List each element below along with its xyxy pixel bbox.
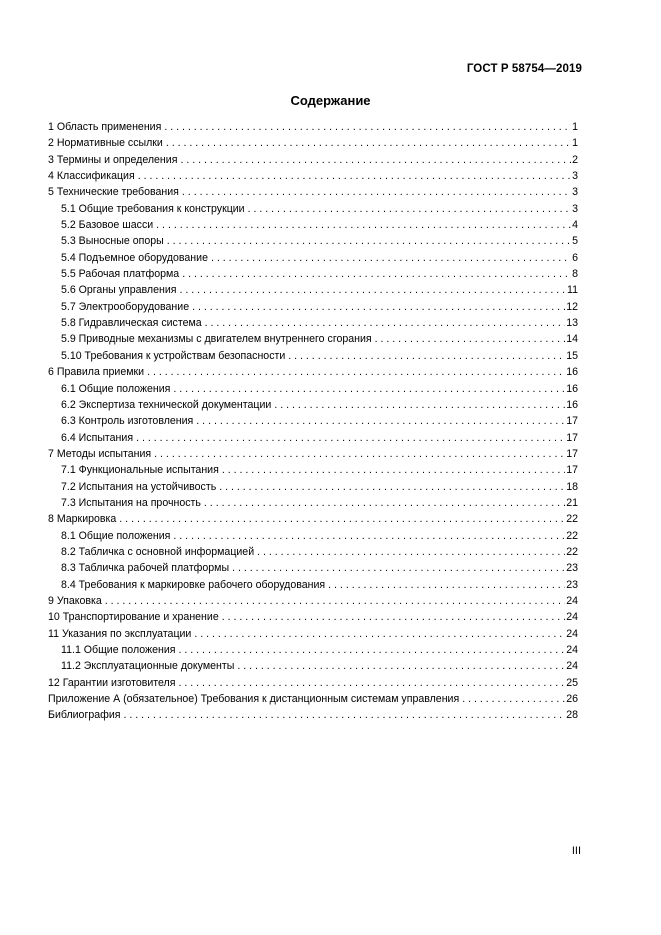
toc-dot-leader xyxy=(179,642,566,658)
toc-entry-page: 21 xyxy=(566,496,578,509)
toc-entry-label: 6.3 Контроль изготовления xyxy=(61,415,194,428)
toc-entry-page: 25 xyxy=(566,676,578,689)
toc-entry-page: 24 xyxy=(566,660,578,673)
toc-entry-page: 22 xyxy=(566,545,578,558)
toc-dot-leader xyxy=(173,528,565,544)
toc-dot-leader xyxy=(182,266,571,282)
toc-dot-leader xyxy=(196,413,565,429)
toc-dot-leader xyxy=(219,479,565,495)
toc-entry-page: 6 xyxy=(572,251,578,264)
toc-dot-leader xyxy=(288,348,565,364)
toc-dot-leader xyxy=(166,135,571,151)
toc-entry-page: 3 xyxy=(572,202,578,215)
toc-entry-label: 7.1 Функциональные испытания xyxy=(61,464,219,477)
toc-dot-leader xyxy=(192,299,565,315)
toc-entry-page: 1 xyxy=(572,137,578,150)
toc-entry[interactable] xyxy=(48,544,578,560)
toc-entry[interactable] xyxy=(48,331,578,347)
toc-entry-page: 3 xyxy=(572,170,578,183)
toc-dot-leader xyxy=(462,691,565,707)
toc-title: Содержание xyxy=(290,93,371,108)
toc-entry-label: 6.1 Общие положения xyxy=(61,382,171,395)
toc-entry[interactable] xyxy=(48,315,578,331)
toc-entry-label: 5.10 Требования к устройствам безопасности xyxy=(61,349,286,362)
toc-dot-leader xyxy=(222,609,565,625)
toc-dot-leader xyxy=(180,152,571,168)
toc-entry-page: 23 xyxy=(566,578,578,591)
toc-entry-page: 24 xyxy=(566,594,578,607)
toc-entry[interactable] xyxy=(48,658,578,674)
toc-dot-leader xyxy=(180,282,566,298)
page-number: III xyxy=(571,845,581,857)
toc-entry[interactable] xyxy=(48,593,578,609)
toc-entry[interactable] xyxy=(48,233,578,249)
toc-entry-label: 8.1 Общие положения xyxy=(61,529,171,542)
toc-entry-page: 16 xyxy=(566,366,578,379)
toc-entry-page: 12 xyxy=(566,300,578,313)
toc-entry-label: 5.5 Рабочая платформа xyxy=(61,268,180,281)
toc-entry-label: 8 Маркировка xyxy=(48,513,117,526)
toc-entry-label: 8.3 Табличка рабочей платформы xyxy=(61,562,230,575)
toc-dot-leader xyxy=(119,511,565,527)
toc-entry-label: Библиография xyxy=(48,709,121,722)
toc-entry-page: 17 xyxy=(566,464,578,477)
toc-entry[interactable] xyxy=(48,707,578,723)
toc-entry-page: 16 xyxy=(566,398,578,411)
toc-dot-leader xyxy=(204,495,565,511)
toc-entry[interactable] xyxy=(48,675,578,691)
table-of-contents xyxy=(48,119,578,724)
toc-entry-page: 24 xyxy=(566,611,578,624)
toc-dot-leader xyxy=(237,658,565,674)
toc-entry-label: 5.6 Органы управления xyxy=(61,284,177,297)
toc-dot-leader xyxy=(178,675,565,691)
toc-entry-page: 8 xyxy=(572,268,578,281)
toc-entry[interactable] xyxy=(48,642,578,658)
toc-entry-page: 16 xyxy=(566,382,578,395)
toc-entry[interactable] xyxy=(48,152,578,168)
toc-entry-page: 17 xyxy=(566,431,578,444)
toc-entry[interactable] xyxy=(48,201,578,217)
toc-entry[interactable] xyxy=(48,119,578,135)
toc-entry[interactable] xyxy=(48,462,578,478)
toc-dot-leader xyxy=(222,462,565,478)
toc-dot-leader xyxy=(123,707,565,723)
toc-dot-leader xyxy=(147,364,565,380)
toc-entry[interactable] xyxy=(48,250,578,266)
toc-dot-leader xyxy=(375,331,566,347)
toc-entry-label: 5.2 Базовое шасси xyxy=(61,219,154,232)
toc-entry[interactable] xyxy=(48,282,578,298)
toc-entry-label: 5.7 Электрооборудование xyxy=(61,300,190,313)
toc-entry[interactable] xyxy=(48,266,578,282)
toc-entry-label: 12 Гарантии изготовителя xyxy=(48,676,176,689)
toc-entry-label: 6.2 Экспертиза технической документации xyxy=(61,398,272,411)
toc-entry-page: 14 xyxy=(566,333,578,346)
toc-dot-leader xyxy=(274,397,565,413)
toc-entry[interactable] xyxy=(48,184,578,200)
toc-dot-leader xyxy=(173,381,565,397)
toc-dot-leader xyxy=(248,201,571,217)
toc-entry-page: 24 xyxy=(566,627,578,640)
toc-entry-label: 8.4 Требования к маркировке рабочего оборудования xyxy=(61,578,326,591)
toc-entry-page: 3 xyxy=(572,186,578,199)
toc-entry-label: 8.2 Табличка с основной информацией xyxy=(61,545,255,558)
toc-entry-page: 22 xyxy=(566,529,578,542)
toc-entry[interactable] xyxy=(48,446,578,462)
toc-entry-label: 11.2 Эксплуатационные документы xyxy=(61,660,235,673)
toc-entry-label: 5 Технические требования xyxy=(48,186,179,199)
toc-entry[interactable] xyxy=(48,479,578,495)
toc-dot-leader xyxy=(328,577,565,593)
toc-entry-page: 24 xyxy=(566,644,578,656)
toc-dot-leader xyxy=(105,593,565,609)
toc-entry-label: 3 Термины и определения xyxy=(48,153,178,166)
toc-entry-page: 17 xyxy=(566,415,578,428)
toc-entry[interactable] xyxy=(48,626,578,642)
toc-dot-leader xyxy=(167,233,571,249)
toc-entry-label: 5.1 Общие требования к конструкции xyxy=(61,202,245,215)
toc-entry-page: 17 xyxy=(566,447,578,460)
toc-entry-label: 7.2 Испытания на устойчивость xyxy=(61,480,217,493)
toc-entry[interactable] xyxy=(48,413,578,429)
toc-entry[interactable] xyxy=(48,397,578,413)
toc-entry-page: 5 xyxy=(572,235,578,248)
toc-entry-page: 4 xyxy=(572,219,578,232)
toc-entry[interactable] xyxy=(48,348,578,364)
toc-entry-label: 2 Нормативные ссылки xyxy=(48,137,163,150)
toc-dot-leader xyxy=(211,250,571,266)
toc-entry[interactable] xyxy=(48,528,578,544)
toc-dot-leader xyxy=(232,560,565,576)
toc-entry[interactable] xyxy=(48,299,578,315)
toc-entry-label: 7.3 Испытания на прочность xyxy=(61,496,201,509)
toc-entry[interactable] xyxy=(48,135,578,151)
toc-entry-label: 5.3 Выносные опоры xyxy=(61,235,164,248)
toc-entry[interactable] xyxy=(48,168,578,184)
toc-entry-page: 26 xyxy=(566,693,578,706)
toc-dot-leader xyxy=(164,119,571,135)
toc-entry[interactable] xyxy=(48,577,578,593)
toc-entry[interactable] xyxy=(48,364,578,380)
toc-entry[interactable] xyxy=(48,511,578,527)
toc-entry[interactable] xyxy=(48,560,578,576)
toc-entry-label: 5.9 Приводные механизмы с двигателем внутреннего сгорания xyxy=(61,333,372,346)
toc-entry-page: 23 xyxy=(566,562,578,575)
toc-entry[interactable] xyxy=(48,495,578,511)
toc-dot-leader xyxy=(182,184,571,200)
toc-entry-label: 9 Упаковка xyxy=(48,594,102,607)
toc-dot-leader xyxy=(194,626,565,642)
toc-entry-page: 11 xyxy=(567,284,578,297)
toc-entry-label: 5.4 Подъемное оборудование xyxy=(61,251,208,264)
toc-entry-label: 5.8 Гидравлическая система xyxy=(61,317,202,330)
toc-entry-page: 15 xyxy=(566,349,578,362)
toc-entry-label: 10 Транспортирование и хранение xyxy=(48,611,219,624)
toc-entry-label: 6 Правила приемки xyxy=(48,366,145,379)
toc-entry-label: Приложение А (обязательное) Требования к дистанционным системам управления xyxy=(48,693,460,706)
toc-dot-leader xyxy=(154,446,565,462)
toc-entry-page: 1 xyxy=(572,121,578,133)
toc-entry-page: 22 xyxy=(566,513,578,526)
toc-entry-page: 18 xyxy=(566,480,578,493)
toc-entry-label: 1 Область применения xyxy=(48,121,162,133)
toc-entry[interactable] xyxy=(48,609,578,625)
toc-entry[interactable] xyxy=(48,691,578,707)
toc-entry-label: 11.1 Общие положения xyxy=(61,644,176,656)
toc-dot-leader xyxy=(257,544,565,560)
standard-code: ГОСТ Р 58754—2019 xyxy=(466,63,582,75)
toc-entry[interactable] xyxy=(48,430,578,446)
toc-entry-page: 13 xyxy=(566,317,578,330)
toc-dot-leader xyxy=(138,168,571,184)
toc-entry-label: 7 Методы испытания xyxy=(48,447,152,460)
toc-entry[interactable] xyxy=(48,217,578,233)
toc-entry-label: 6.4 Испытания xyxy=(61,431,134,444)
toc-dot-leader xyxy=(156,217,571,233)
toc-entry[interactable] xyxy=(48,381,578,397)
toc-entry-label: 11 Указания по эксплуатации xyxy=(48,627,192,640)
toc-entry-page: 28 xyxy=(566,709,578,722)
toc-dot-leader xyxy=(136,430,565,446)
toc-entry-label: 4 Классификация xyxy=(48,170,135,183)
toc-entry-page: 2 xyxy=(572,153,578,166)
toc-dot-leader xyxy=(205,315,566,331)
